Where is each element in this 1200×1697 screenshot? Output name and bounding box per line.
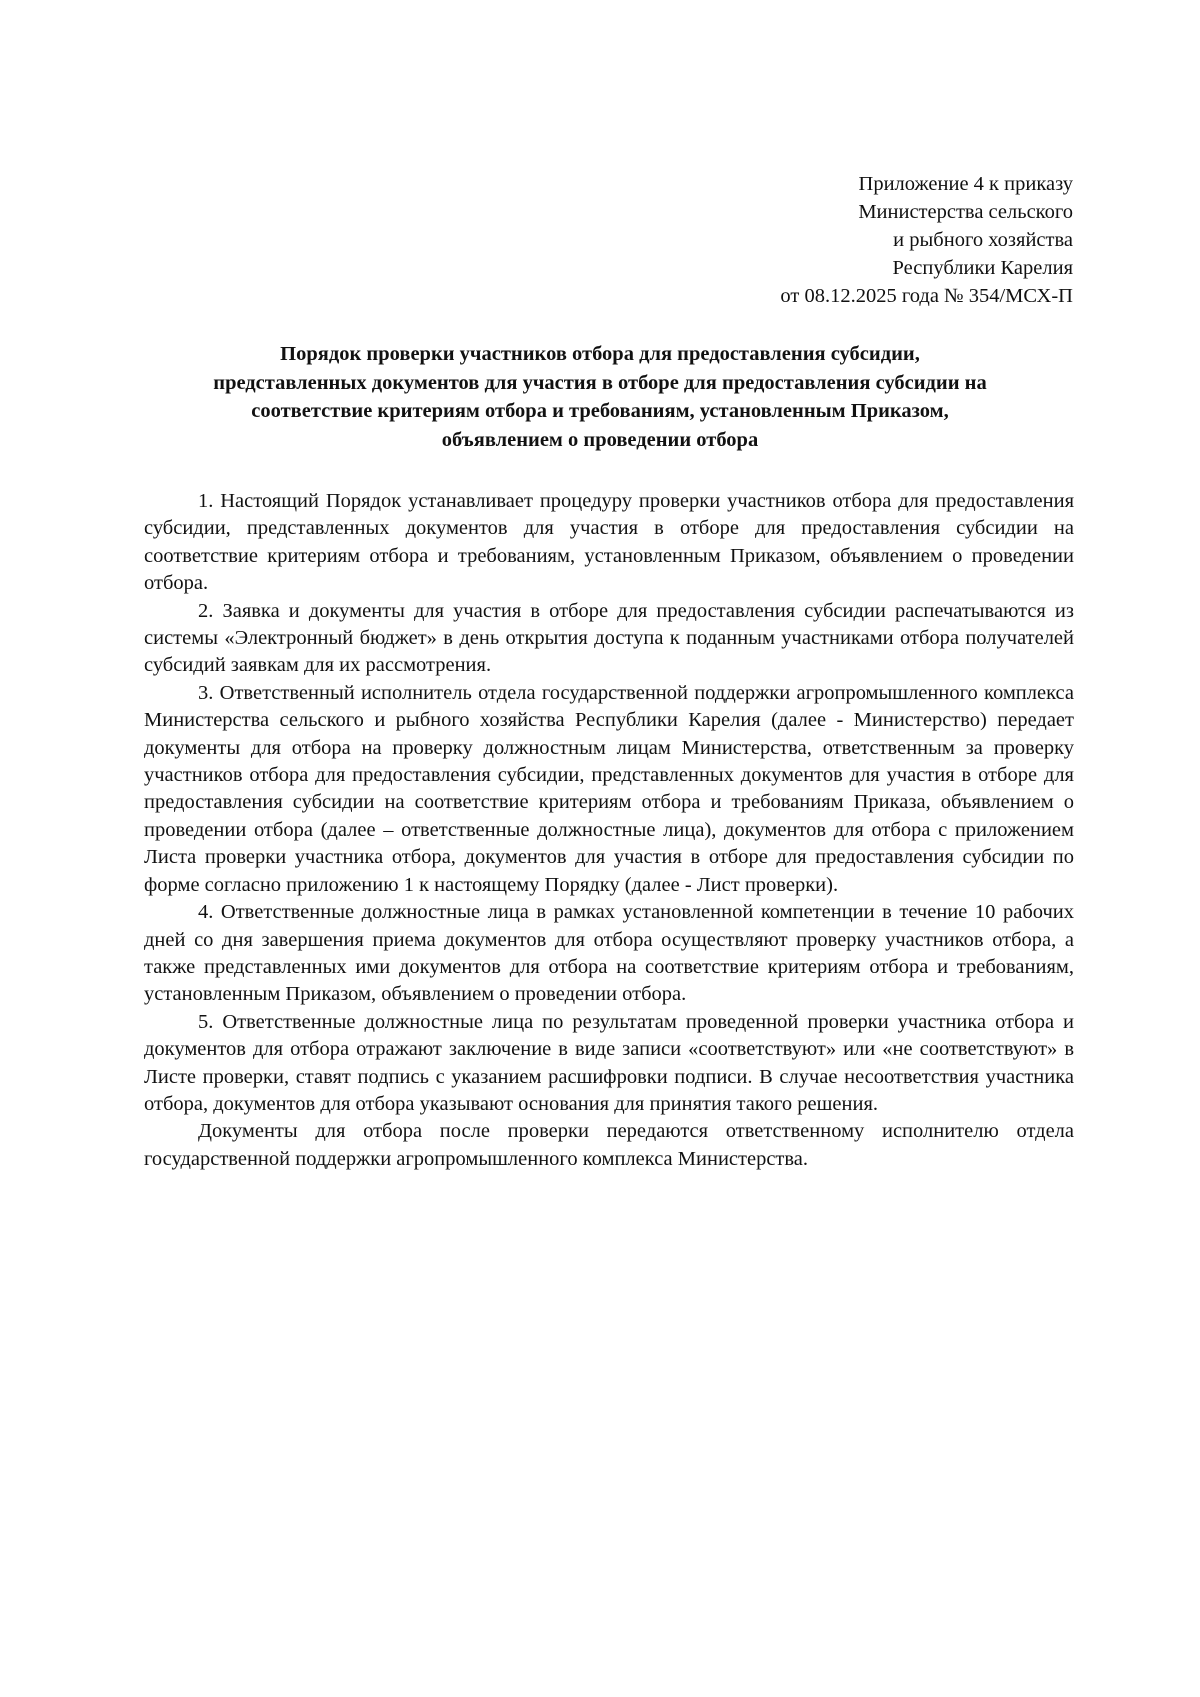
header-line: Республики Карелия [892,257,1073,279]
header-line: Приложение 4 к приказу [858,173,1073,195]
paragraph-6: Документы для отбора после проверки передаются ответственному исполнителю отдела государственной поддержки агропромышленного комплекса Министерства. [144,1120,1074,1170]
paragraph-3: 3. Ответственный исполнитель отдела государственной поддержки агропромышленного комплекса Министерства сельского и рыбного хозяйства Республики Карелия (далее - Министерство) передает документы для отбора на проверку должностным лицам Министерства, ответственным за проверку участников отбора для предоставления субсидии, представленных документов для участия в отборе для предоставления субсидии на соответствие критериям отбора и требованиям Приказа, объявлением о проведении отбора (далее – ответственные должностные лица), документов для отбора с приложением Листа проверки участника отбора, документов для участия в отборе для предоставления субсидии по форме согласно приложению 1 к настоящему Порядку (далее - Лист проверки). [144,681,1074,896]
title-line: Порядок проверки участников отбора для предоставления субсидии, [280,343,920,365]
document-body [144,488,1074,1173]
paragraph-5: 5. Ответственные должностные лица по результатам проведенной проверки участника отбора и документов для отбора отражают заключение в виде записи «соответствуют» или «не соответствуют» в Листе проверки, ставят подпись с указанием расшифровки подписи. В случае несоответствия участника отбора, документов для отбора указывают основания для принятия такого решения. [144,1010,1074,1115]
paragraph-4: 4. Ответственные должностные лица в рамках установленной компетенции в течение 10 рабочих дней со дня завершения приема документов для отбора осуществляют проверку участников отбора, а также представленных ими документов для отбора на соответствие критериям отбора и требованиям, установленным Приказом, объявлением о проведении отбора. [144,901,1074,1006]
paragraph-1: 1. Настоящий Порядок устанавливает процедуру проверки участников отбора для предоставления субсидии, представленных документов для участия в отборе для предоставления субсидии на соответствие критериям отбора и требованиям, установленным Приказом, объявлением о проведении отбора. [144,490,1074,595]
title-line: представленных документов для участия в отборе для предоставления субсидии на [213,371,987,394]
header-line: Министерства сельского [858,201,1073,223]
paragraph-2: 2. Заявка и документы для участия в отборе для предоставления субсидии распечатываются из системы «Электронный бюджет» в день открытия доступа к поданным участниками отбора получателей субсидий заявкам для их рассмотрения. [144,599,1074,677]
title-line: объявлением о проведении отбора [441,428,759,451]
document-title [120,340,1080,454]
header-line: от 08.12.2025 года № 354/МСХ-П [780,285,1073,307]
appendix-header [653,170,1073,310]
title-line: соответствие критериям отбора и требованиям, установленным Приказом, [251,400,949,422]
header-line: и рыбного хозяйства [893,229,1073,251]
